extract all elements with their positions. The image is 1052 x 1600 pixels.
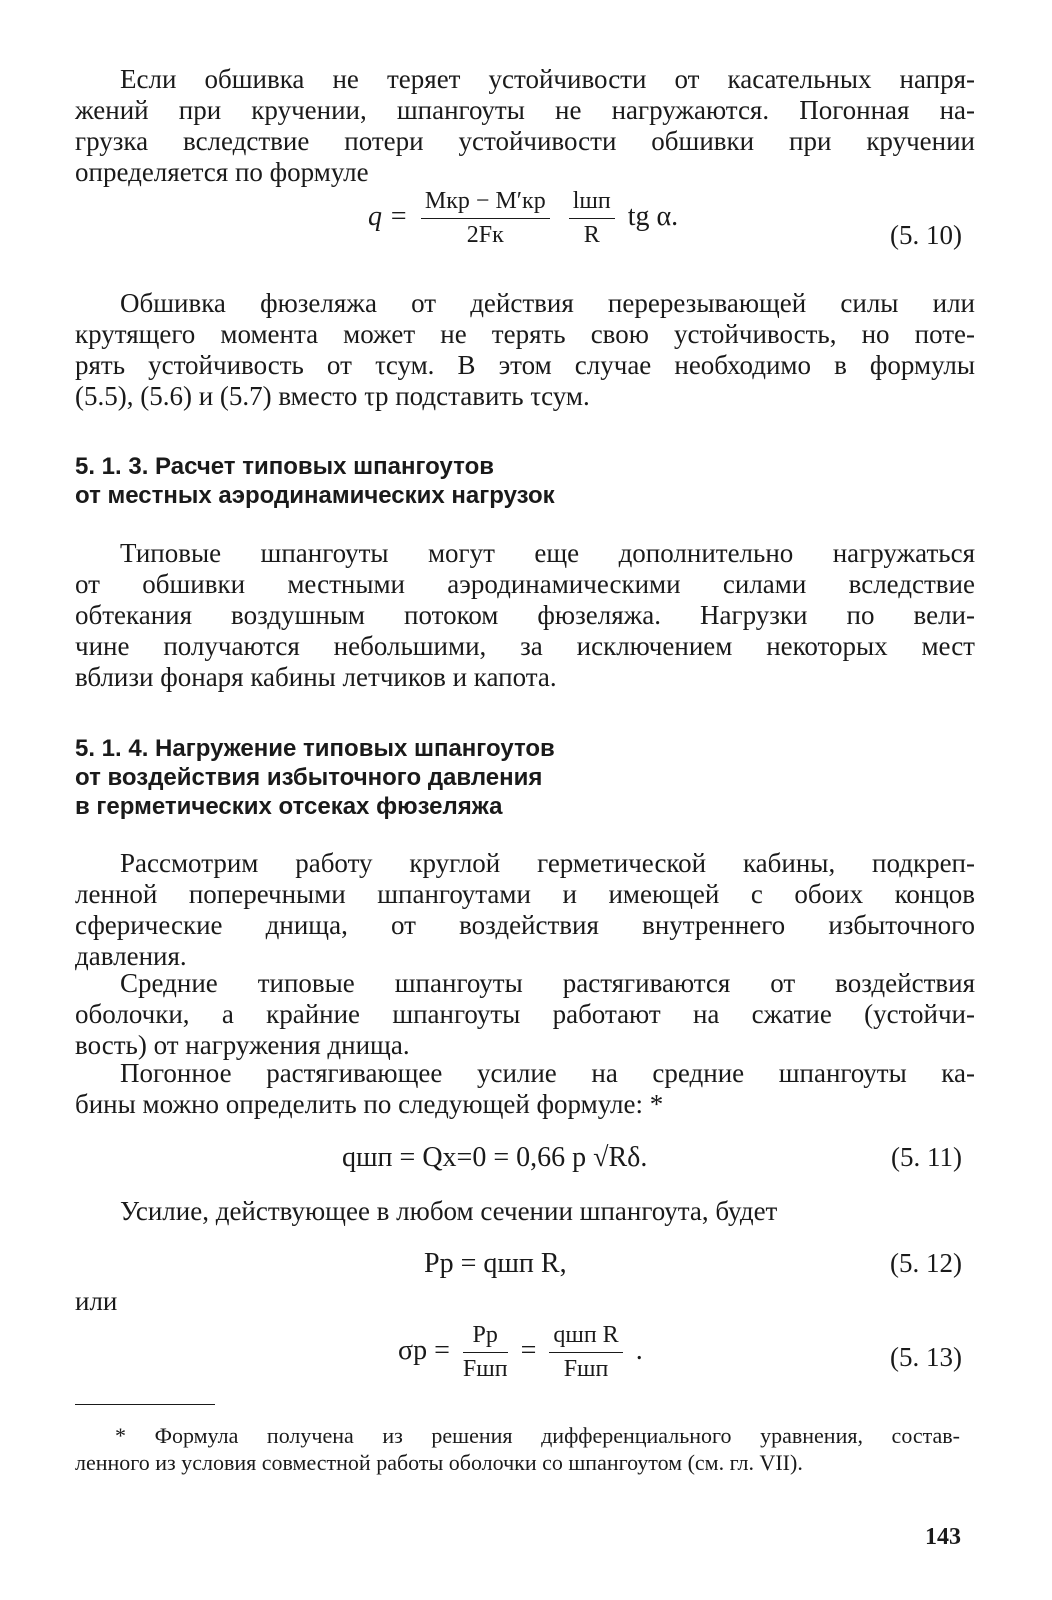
text-line: сферические днища, от воздействия внутреннего избыточного (75, 910, 975, 940)
equation-lhs: q = (368, 200, 408, 232)
text-line: жений при кручении, шпангоуты не нагружаются. Погонная на- (75, 95, 975, 125)
text-line: бины можно определить по следующей формуле: * (75, 1089, 664, 1119)
heading-line: от местных аэродинамических нагрузок (75, 482, 555, 509)
fraction-denominator: Fшп (563, 1356, 609, 1382)
text-line: Средние типовые шпангоуты растягиваются от воздействия (120, 968, 975, 998)
equation-5-11: qшп = Qx=0 = 0,66 p √Rδ. (342, 1142, 648, 1173)
text-line: Если обшивка не теряет устойчивости от касательных напря- (120, 64, 975, 94)
heading-line: от воздействия избыточного давления (75, 764, 543, 791)
equation-equals: = (520, 1334, 537, 1366)
equation-5-10 (368, 188, 678, 249)
heading-line: 5. 1. 3. Расчет типовых шпангоутов (75, 453, 494, 480)
text-line: (5.5), (5.6) и (5.7) вместо τр подставить τсум. (75, 381, 590, 411)
footnote-line: ленного из условия совместной работы оболочки со шпангоутом (см. гл. VII). (75, 1450, 803, 1475)
fraction (421, 188, 550, 249)
footnote (75, 1422, 960, 1476)
footnote-separator (75, 1404, 215, 1405)
equation-number: (5. 13) (890, 1342, 962, 1372)
page-number: 143 (925, 1524, 961, 1550)
text-line: Рассмотрим работу круглой герметической кабины, подкреп- (120, 848, 975, 878)
text-line: вость) от нагружения днища. (75, 1030, 410, 1060)
text-line: грузка вследствие потери устойчивости обшивки при кручении (75, 126, 975, 156)
text-line: давления. (75, 941, 187, 971)
fraction-denominator: Fшп (462, 1356, 508, 1382)
equation-number: (5. 10) (890, 220, 962, 250)
fraction (463, 1322, 508, 1383)
fraction-numerator: Pр (463, 1322, 508, 1353)
section-heading-5-1-3 (75, 452, 975, 510)
equation-5-13 (398, 1322, 643, 1383)
equation-5-12: Pр = qшп R, (424, 1248, 567, 1279)
footnote-line: * Формула получена из решения дифференциального уравнения, состав- (115, 1423, 960, 1448)
or-word: или (75, 1286, 118, 1316)
text-line: Погонное растягивающее усилие на средние шпангоуты ка- (120, 1058, 975, 1088)
fraction (569, 188, 615, 249)
equation-number: (5. 12) (890, 1248, 962, 1278)
fraction-denominator: R (583, 222, 600, 248)
heading-line: в герметических отсеках фюзеляжа (75, 793, 503, 820)
text-line: чине получаются небольшими, за исключением некоторых мест (75, 631, 975, 661)
paragraph-4 (75, 848, 975, 972)
equation-lhs: σр = (398, 1334, 450, 1366)
paragraph-5 (75, 968, 975, 1061)
text-line: вблизи фонаря кабины летчиков и капота. (75, 662, 557, 692)
fraction (549, 1322, 622, 1383)
equation-tail: tg α. (627, 200, 679, 232)
text-line: рять устойчивость от τсум. В этом случае необходимо в формулы (75, 350, 975, 380)
fraction-numerator: qшп R (549, 1322, 622, 1353)
heading-line: 5. 1. 4. Нагружение типовых шпангоутов (75, 735, 555, 762)
paragraph-1 (75, 64, 975, 188)
paragraph-6 (75, 1058, 975, 1120)
paragraph-3 (75, 538, 975, 693)
text-line: Обшивка фюзеляжа от действия перерезывающей силы или (120, 288, 975, 318)
text-line: обтекания воздушным потоком фюзеляжа. Нагрузки по вели- (75, 600, 975, 630)
text-line: определяется по формуле (75, 157, 369, 187)
equation-number: (5. 11) (891, 1142, 962, 1172)
text-line: крутящего момента может не терять свою устойчивость, но поте- (75, 319, 975, 349)
text-line: Типовые шпангоуты могут еще дополнительно нагружаться (120, 538, 975, 568)
fraction-numerator: lшп (569, 188, 615, 219)
paragraph-2 (75, 288, 975, 412)
paragraph-7 (75, 1196, 975, 1227)
text-line: от обшивки местными аэродинамическими силами вследствие (75, 569, 975, 599)
section-heading-5-1-4 (75, 734, 975, 821)
text-line: Усилие, действующее в любом сечении шпангоута, будет (120, 1196, 778, 1226)
equation-tail: . (635, 1334, 643, 1366)
fraction-denominator: 2Fк (466, 222, 504, 248)
fraction-numerator: Mкр − M′кр (421, 188, 550, 219)
text-line: ленной поперечными шпангоутами и имеющей с обоих концов (75, 879, 975, 909)
text-line: оболочки, а крайние шпангоуты работают на сжатие (устойчи- (75, 999, 975, 1029)
